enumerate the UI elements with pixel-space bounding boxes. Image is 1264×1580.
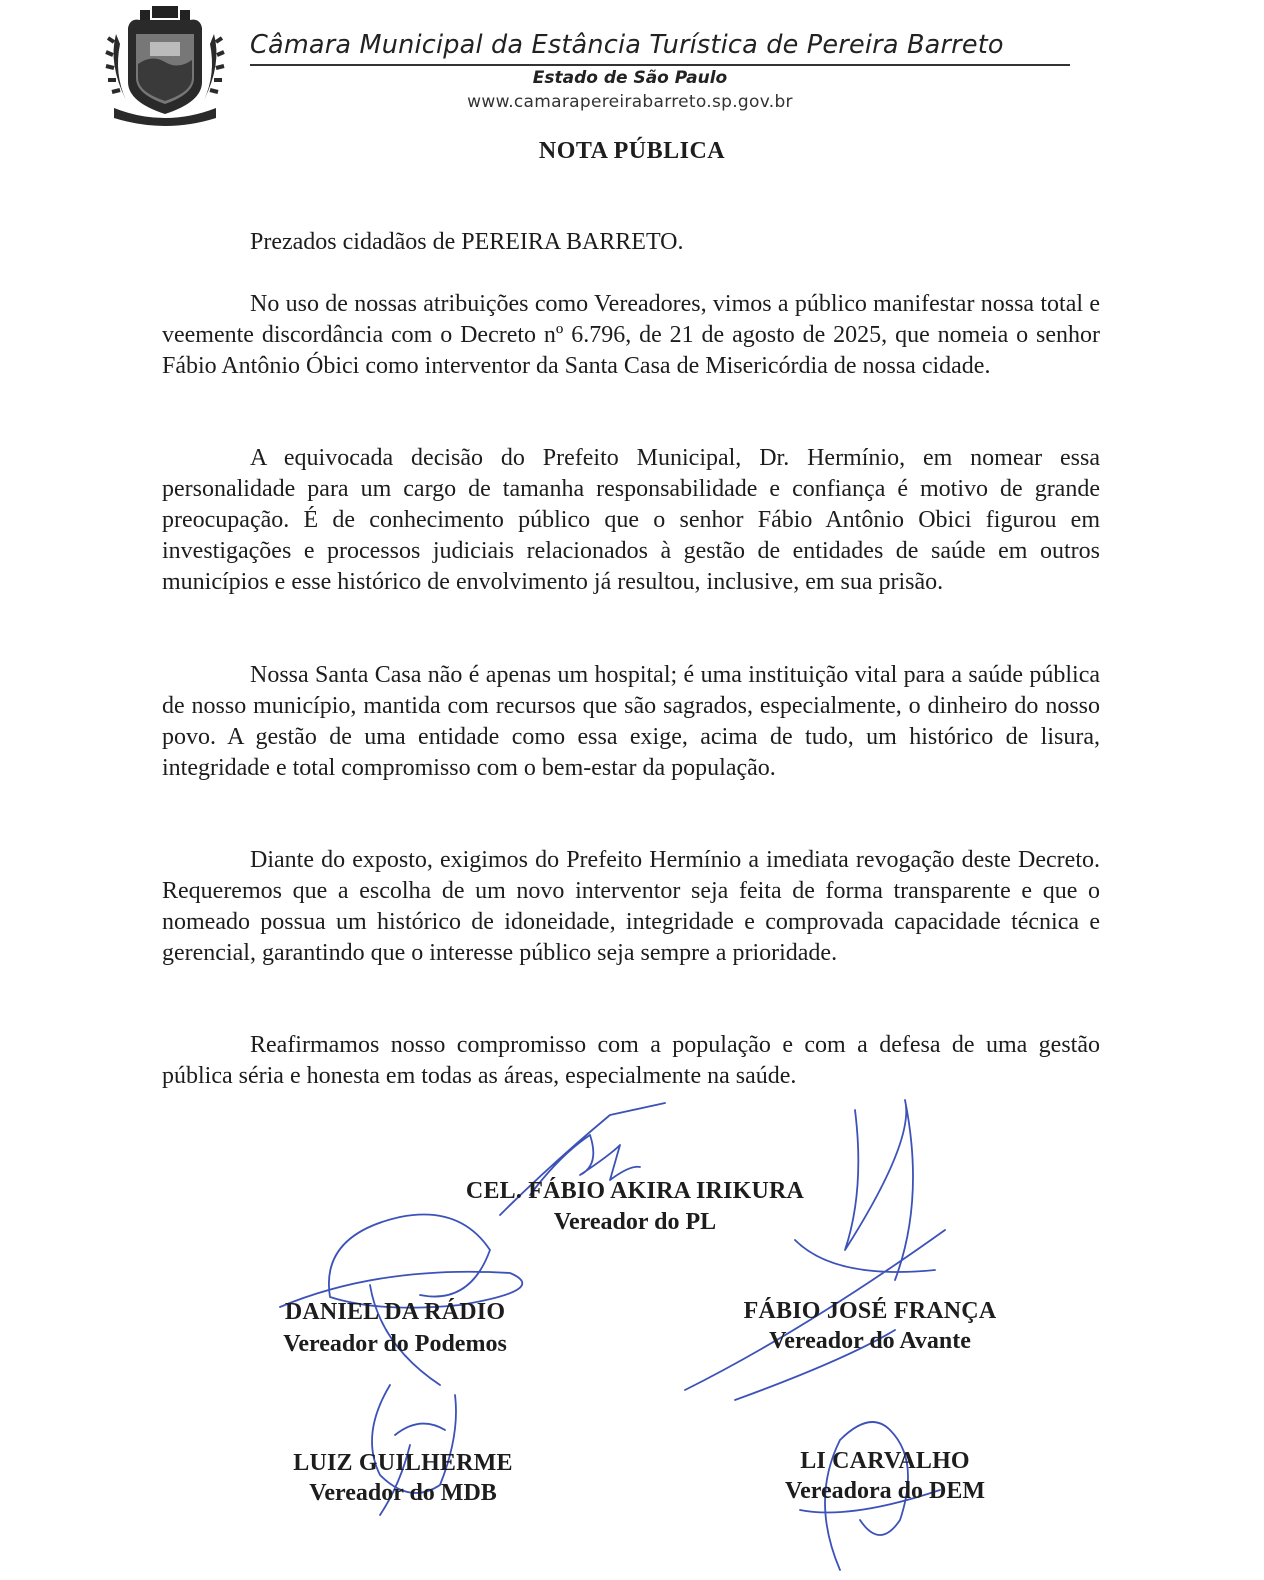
paragraph-5: Reafirmamos nosso compromisso com a população e com a defesa de uma gestão pública séria e honesta em todas as áreas, especialmente na saúde. xyxy=(162,1032,1100,1089)
signature-irikura-icon xyxy=(490,1095,680,1225)
institution-name: Câmara Municipal da Estância Turística de Pereira Barreto xyxy=(250,30,1004,60)
signatory-role: Vereadora do DEM xyxy=(785,1478,985,1504)
paragraph-4: Diante do exposto, exigimos do Prefeito Hermínio a imediata revogação deste Decreto. Requeremos que a escolha de um novo interventor seja feita de forma transparente e que o nomeado possua um histórico de idoneidade, integridade e comprovada capacidade técnica e gerencial, garantindo que o interesse público seja sempre a prioridade. xyxy=(162,847,1100,966)
signature-franca-icon xyxy=(675,1080,975,1420)
header-underline xyxy=(250,64,1070,66)
signatory-name: CEL. FÁBIO AKIRA IRIKURA xyxy=(465,1178,805,1204)
document-title: NOTA PÚBLICA xyxy=(538,138,726,164)
signatory-role: Vereador do Avante xyxy=(769,1328,971,1354)
signatory-name: LUIZ GUILHERME xyxy=(293,1450,513,1476)
signatory-role: Vereador do PL xyxy=(553,1209,717,1235)
signatory-name: DANIEL DA RÁDIO xyxy=(284,1299,506,1325)
website-link[interactable]: www.camarapereirabarreto.sp.gov.br xyxy=(467,92,793,112)
signatory-name: FÁBIO JOSÉ FRANÇA xyxy=(743,1298,997,1324)
signatory-role: Vereador do MDB xyxy=(309,1480,497,1506)
paragraph-1: No uso de nossas atribuições como Vereadores, vimos a público manifestar nossa total e veemente discordância com o Decreto nº 6.796, de 21 de agosto de 2025, que nomeia o senhor Fábio Antônio Óbici como interventor da Santa Casa de Misericórdia de nossa cidade. xyxy=(162,291,1100,379)
greeting: Prezados cidadãos de PEREIRA BARRETO. xyxy=(250,229,684,255)
signatory-role: Vereador do Podemos xyxy=(283,1331,507,1357)
coat-of-arms-icon xyxy=(100,4,230,126)
signatory-name: LI CARVALHO xyxy=(800,1448,970,1474)
state-name: Estado de São Paulo xyxy=(532,68,728,88)
paragraph-3: Nossa Santa Casa não é apenas um hospital; é uma instituição vital para a saúde pública de nosso município, mantida com recursos que são sagrados, especialmente, o dinheiro do nosso povo. A gestão de uma entidade como essa exige, acima de tudo, um histórico de lisura, integridade e total compromisso com o bem-estar da população. xyxy=(162,662,1100,781)
paragraph-2: A equivocada decisão do Prefeito Municipal, Dr. Hermínio, em nomear essa personalidade para um cargo de tamanha responsabilidade e confiança é motivo de grande preocupação. É de conhecimento público que o senhor Fábio Antônio Obici figurou em investigações e processos judiciais relacionados à gestão de entidades de saúde em outros municípios e esse histórico de envolvimento já resultou, inclusive, em sua prisão. xyxy=(162,445,1100,595)
